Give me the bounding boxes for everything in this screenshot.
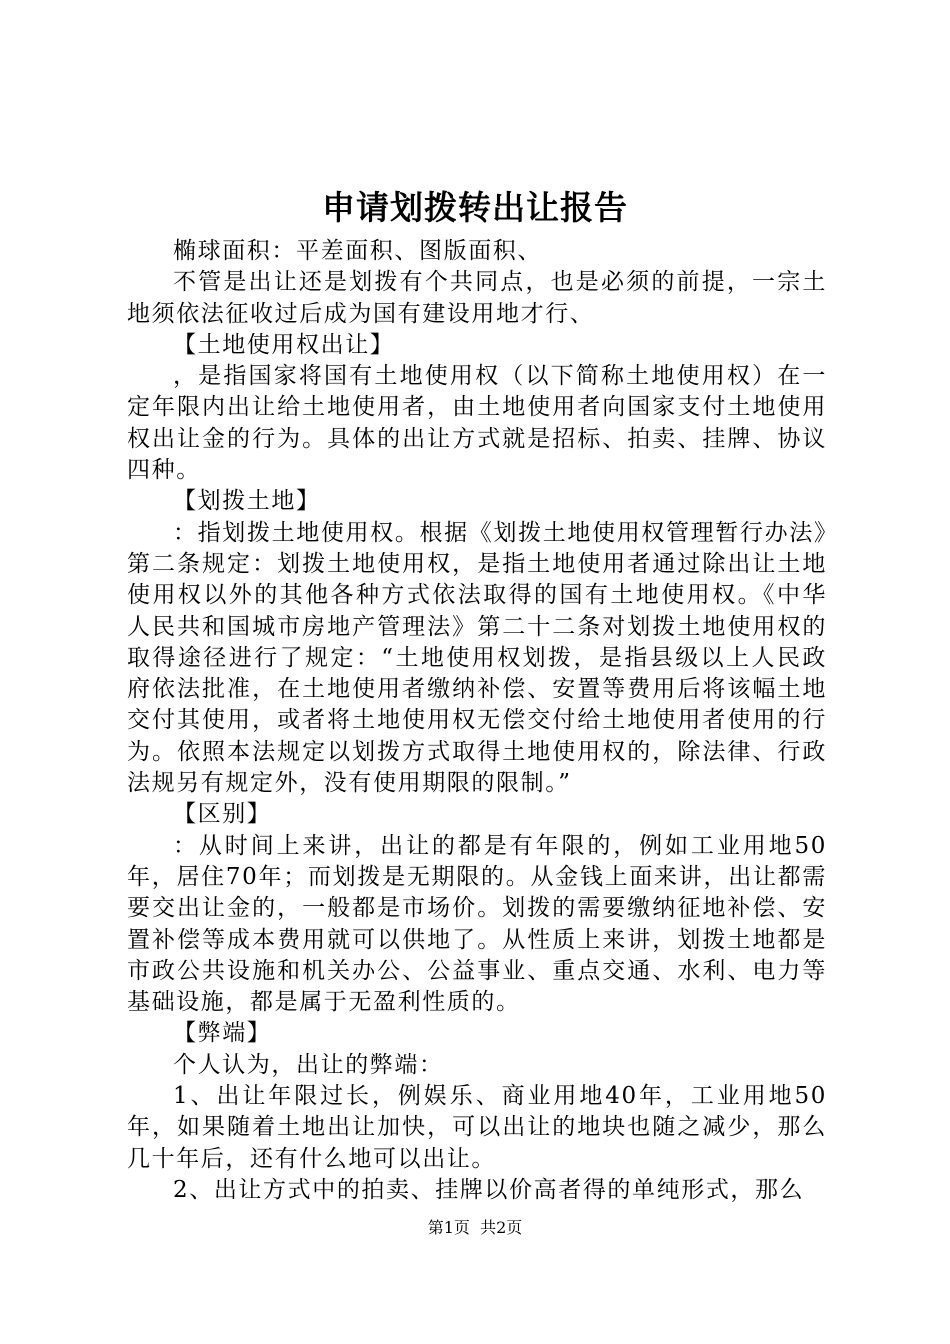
section-heading: 【弊端】 [173,1020,272,1047]
section-heading: 【区别】 [173,801,272,828]
section-heading: 【土地使用权出让】 [173,331,395,358]
paragraph: ：从时间上来讲，出让的都是有年限的，例如工业用地50年，居住70年；而划拨是无期限的。从金钱上面来讲，出让都需要交出让金的，一般都是市场价。划拨的需要缴纳征地补偿、安置补偿等成本费用就可以供地了。从性质上来讲，划拨土地都是市政公共设施和机关办公、公益事业、重点交通、水利、电力等基础设施，都是属于无盈利性质的。 [127,832,827,1016]
paragraph: 椭球面积：平差面积、图版面积、 [173,238,542,264]
paragraph: ：指划拨土地使用权。根据《划拨土地使用权管理暂行办法》第二条规定：划拨土地使用权，是指土地使用者通过除出让土地使用权以外的其他各种方式依法取得的国有土地使用权。《中华人民共和国城市房地产管理法》第二十二条对划拨土地使用权的取得途径进行了规定：“土地使用权划拨，是指县级以上人民政府依法批准，在土地使用者缴纳补偿、安置等费用后将该幅土地交付其使用，或者将土地使用权无偿交付给土地使用者使用的行为。依照本法规定以划拨方式取得土地使用权的，除法律、行政法规另有规定外，没有使用期限的限制。” [127,519,827,797]
page-footer: 第1页 共2页 [427,1218,523,1237]
paragraph: 不管是出让还是划拨有个共同点，也是必须的前提，一宗土地须依法征收过后成为国有建设用地才行、 [127,269,827,327]
document-title: 申请划拨转出让报告 [322,188,628,227]
paragraph: 个人认为，出让的弊端： [173,1051,444,1078]
paragraph: 1、出让年限过长，例娱乐、商业用地40年，工业用地50年，如果随着土地出让加快，可以出让的地块也随之减少，那么几十年后，还有什么地可以出让。 [127,1083,827,1172]
paragraph: 2、出让方式中的拍卖、挂牌以价高者得的单纯形式，那么 [173,1176,805,1203]
paragraph: ，是指国家将国有土地使用权（以下简称土地使用权）在一定年限内出让给土地使用者，由土地使用者向国家支付土地使用权出让金的行为。具体的出让方式就是招标、拍卖、挂牌、协议四种。 [127,363,827,484]
document-body [127,236,827,1206]
section-heading: 【划拨土地】 [173,488,321,515]
